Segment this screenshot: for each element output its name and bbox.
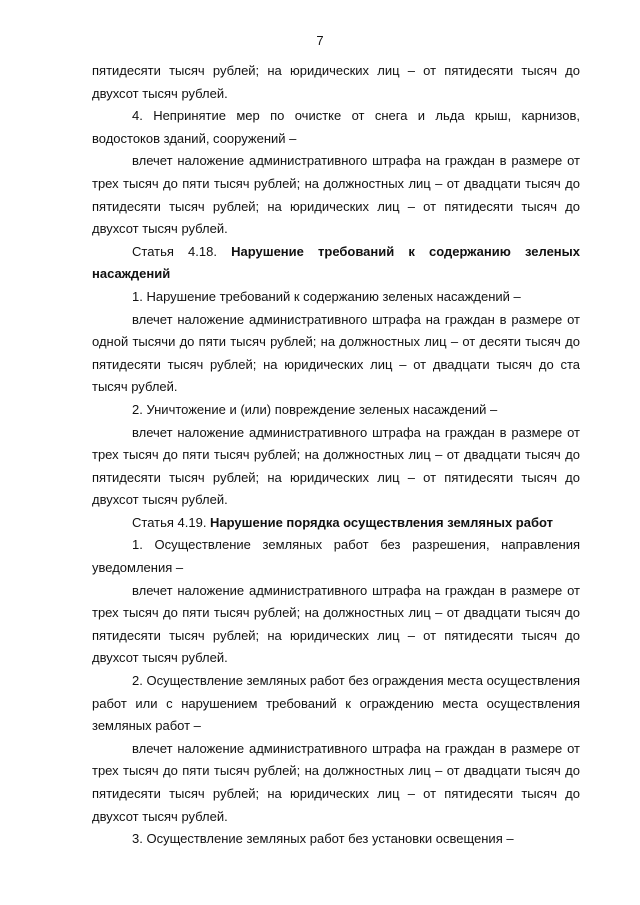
paragraph-item-1: 1. Осуществление земляных работ без разрешения, направления уведомления –: [92, 537, 580, 576]
paragraph-item-2: 2. Осуществление земляных работ без ограждения места осуществления работ или с нарушением требований к ограждению места осуществления земляных работ –: [92, 673, 580, 734]
paragraph-penalty: влечет наложение административного штрафа на граждан в размере от трех тысяч до пяти тысяч рублей; на должностных лиц – от двадцати тысяч до пятидесяти тысяч рублей; на юридических лиц – от пятидесяти тысяч до двухсот тысяч рублей.: [92, 424, 580, 508]
paragraph-item-2: 2. Уничтожение и (или) повреждение зеленых насаждений –: [132, 401, 498, 417]
paragraph-item-3: 3. Осуществление земляных работ без установки освещения –: [132, 831, 514, 847]
article-number: Статья 4.18.: [132, 243, 232, 259]
paragraph: пятидесяти тысяч рублей; на юридических лиц – от пятидесяти тысяч до двухсот тысяч рублей.: [92, 63, 580, 101]
article-4-18-heading: [92, 241, 580, 286]
paragraph-penalty: влечет наложение административного штрафа на граждан в размере от трех тысяч до пяти тысяч рублей; на должностных лиц – от двадцати тысяч до пятидесяти тысяч рублей; на юридических лиц – от пятидесяти тысяч до двухсот тысяч рублей.: [92, 740, 580, 824]
article-4-19-heading: [92, 512, 580, 535]
article-number: Статья 4.19.: [132, 514, 211, 530]
paragraph-penalty: влечет наложение административного штрафа на граждан в размере от трех тысяч до пяти тысяч рублей; на должностных лиц – от двадцати тысяч до пятидесяти тысяч рублей; на юридических лиц – от пятидесяти тысяч до двухсот тысяч рублей.: [92, 153, 580, 237]
article-title: Нарушение порядка осуществления земляных работ: [210, 514, 553, 530]
paragraph-item-1: 1. Нарушение требований к содержанию зеленых насаждений –: [132, 288, 521, 304]
page-number: 7: [316, 33, 324, 48]
paragraph-item-4: 4. Непринятие мер по очистке от снега и льда крыш, карнизов, водостоков зданий, сооружений –: [92, 108, 580, 146]
paragraph-penalty: влечет наложение административного штрафа на граждан в размере от трех тысяч до пяти тысяч рублей; на должностных лиц – от двадцати тысяч до пятидесяти тысяч рублей; на юридических лиц – от пятидесяти тысяч до двухсот тысяч рублей.: [92, 582, 580, 666]
paragraph-penalty: влечет наложение административного штрафа на граждан в размере от одной тысячи до пяти тысяч рублей; на должностных лиц – от десяти тысяч до пятидесяти тысяч рублей; на юридических лиц – от двадцати тысяч до ста тысяч рублей.: [92, 311, 580, 395]
article-title: Нарушение требований к содержанию зеленых насаждений: [92, 243, 580, 282]
document-body: [92, 60, 580, 851]
